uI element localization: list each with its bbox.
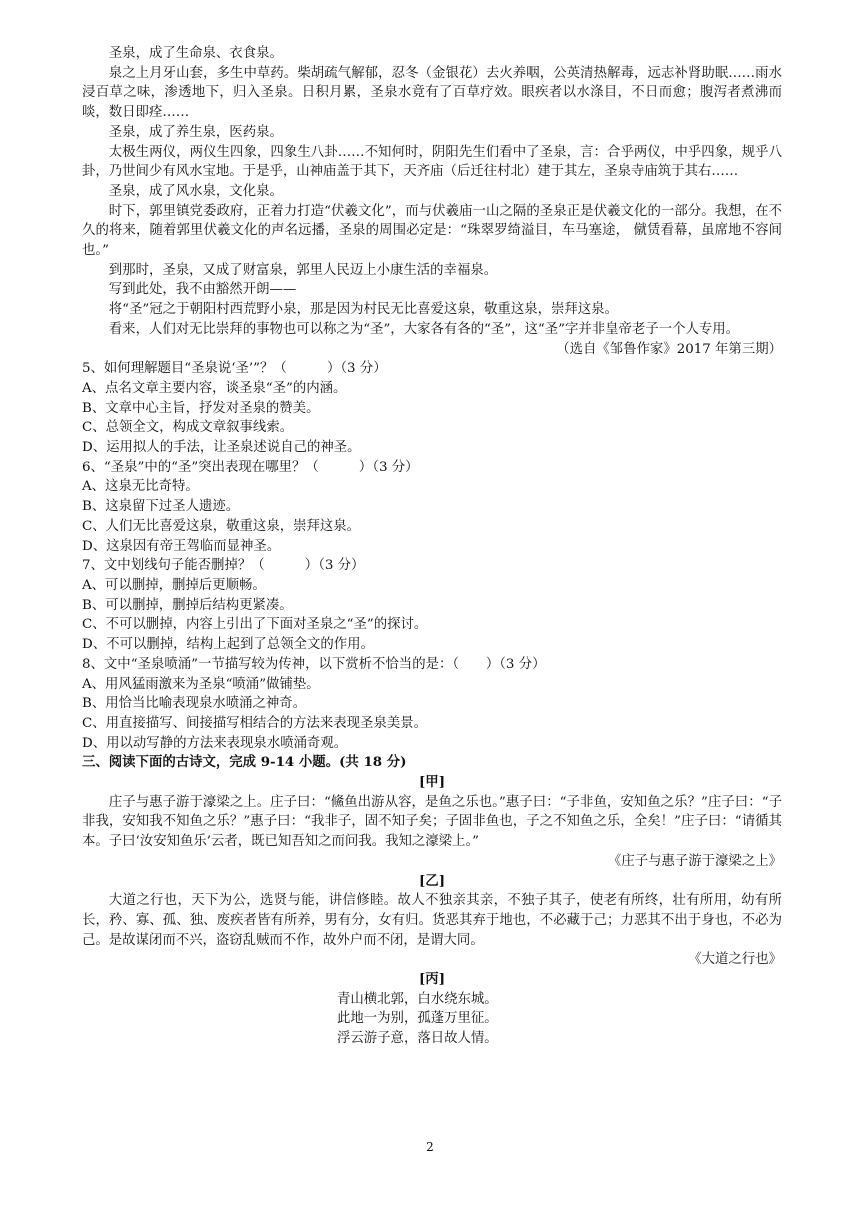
passage-paragraph: 到那时，圣泉，又成了财富泉，郭里人民迈上小康生活的幸福泉。	[108, 262, 498, 278]
classical-source-jia: 《庄子与惠子游于濠梁之上》	[607, 853, 782, 869]
question-option: B、文章中心主旨，抒发对圣泉的赞美。	[82, 400, 320, 416]
section-heading: 三、阅读下面的古诗文，完成 9-14 小题。(共 18 分)	[82, 754, 407, 771]
question-option: A、可以删掉，删掉后更顺畅。	[82, 577, 266, 593]
passage-paragraph: 写到此处，我不由豁然开朗——	[108, 282, 297, 298]
question-option: C、用直接描写、间接描写相结合的方法来表现圣泉美景。	[82, 715, 428, 731]
passage-paragraph: 圣泉，成了风水泉，文化泉。	[108, 183, 283, 199]
classical-text-jia: 庄子与惠子游于濠梁之上。庄子曰：“鯈鱼出游从容，是鱼之乐也。”惠子曰：“子非鱼，安知鱼之乐？”庄子曰：“子非我，安知我不知鱼之乐？”惠子曰：“我非子，固不知子矣；子固非鱼也，子之不知鱼之乐，全矣！”庄子曰：“请循其本。子曰‘汝安知鱼乐’云者，既已知吾知之而问我。我知之濠梁上。”	[82, 794, 782, 850]
question-option: B、这泉留下过圣人遗迹。	[82, 499, 240, 515]
question-option: B、用恰当比喻表现泉水喷涌之神奇。	[82, 696, 307, 712]
classical-text-yi: 大道之行也，天下为公，选贤与能，讲信修睦。故人不独亲其亲，不独子其子，使老有所终，壮有所用，幼有所长，矜、寡、孤、独、废疾者皆有所养，男有分，女有归。货恶其弃于地也，不必藏于己；力恶其不出于身也，不必为己。是故谋闭而不兴，盗窃乱贼而不作，故外户而不闭，是谓大同。	[82, 893, 782, 948]
question-option: A、用风猛雨激来为圣泉“喷涌”做铺垫。	[82, 676, 320, 692]
poem-line: 此地一为别，孤蓬万里征。	[337, 1011, 498, 1027]
question-stem: 8、文中“圣泉喷涌”一节描写较为传神，以下赏析不恰当的是：（ ）（3 分）	[82, 656, 546, 672]
poem-line: 浮云游子意，落日故人情。	[337, 1031, 498, 1047]
passage-paragraph: 时下，郭里镇党委政府，正着力打造“伏羲文化”，而与伏羲庙一山之隔的圣泉正是伏羲文化的一部分。我想，在不久的将来，随着郭里伏羲文化的声名远播，圣泉的周围必定是：“珠翠罗绮溢目，车马塞途， 僦赁看幕，虽席地不容间也。”	[82, 203, 782, 259]
passage-paragraph: 看来，人们对无比崇拜的事物也可以称之为“圣”，大家各有各的“圣”，这“圣”字并非皇帝老子一个人专用。	[108, 321, 740, 337]
text-label-jia: [甲]	[418, 774, 446, 791]
question-option: B、可以删掉，删掉后结构更紧凑。	[82, 597, 293, 613]
question-stem: 6、“圣泉”中的“圣”突出表现在哪里？（ ）（3 分）	[82, 459, 419, 475]
passage-paragraph: 圣泉，成了生命泉、衣食泉。	[108, 46, 283, 61]
passage-source: （选自《邹鲁作家》2017 年第三期）	[556, 341, 782, 357]
document-page	[82, 44, 782, 1049]
passage-paragraph: 泉之上月牙山套，多生中草药。柴胡疏气解郁，忍冬（金银花）去火养咽，公英清热解毒，远志补肾助眠……雨水浸百草之味，渗透地下，归入圣泉。日积月累，圣泉水竟有了百草疗效。眼疾者以水涤目，不日而愈；腹泻者煮沸而啖，数日即痊……	[82, 65, 782, 121]
poem-line: 青山横北郭，白水绕东城。	[337, 991, 498, 1007]
question-stem: 5、如何理解题目“圣泉说‘圣’”？（ ）（3 分）	[82, 361, 387, 377]
question-stem: 7、文中划线句子能否删掉？（ ）（3 分）	[82, 558, 365, 574]
page-number: 2	[426, 1140, 434, 1154]
question-option: A、点名文章主要内容，谈圣泉“圣”的内涵。	[82, 380, 347, 396]
question-option: D、这泉因有帝王驾临而显神圣。	[82, 538, 281, 554]
passage-paragraph: 太极生两仪，两仪生四象，四象生八卦……不知何时，阴阳先生们看中了圣泉，言：合乎两仪，中乎四象，规乎八卦，乃世间少有风水宝地。于是乎，山神庙盖于其下，天齐庙（后迁往村北）建于其左，圣泉寺庙筑于其右……	[82, 144, 782, 180]
passage-paragraph: 圣泉，成了养生泉，医药泉。	[108, 124, 283, 140]
question-option: C、不可以删掉，内容上引出了下面对圣泉之“圣”的探讨。	[82, 617, 428, 633]
question-option: D、用以动写静的方法来表现泉水喷涌奇观。	[82, 735, 348, 751]
passage-paragraph: 将“圣”冠之于朝阳村西荒野小泉，那是因为村民无比喜爱这泉，敬重这泉，崇拜这泉。	[108, 302, 618, 318]
text-label-yi: [乙]	[418, 872, 446, 889]
question-option: D、运用拟人的手法，让圣泉述说自己的神圣。	[82, 440, 361, 456]
classical-source-yi: 《大道之行也》	[688, 952, 782, 968]
question-option: A、这泉无比奇特。	[82, 479, 199, 495]
question-option: D、不可以删掉，结构上起到了总领全文的作用。	[82, 637, 374, 653]
text-label-bing: [丙]	[418, 971, 446, 988]
question-option: C、总领全文，构成文章叙事线索。	[82, 420, 294, 436]
question-option: C、人们无比喜爱这泉，敬重这泉，崇拜这泉。	[82, 518, 361, 534]
